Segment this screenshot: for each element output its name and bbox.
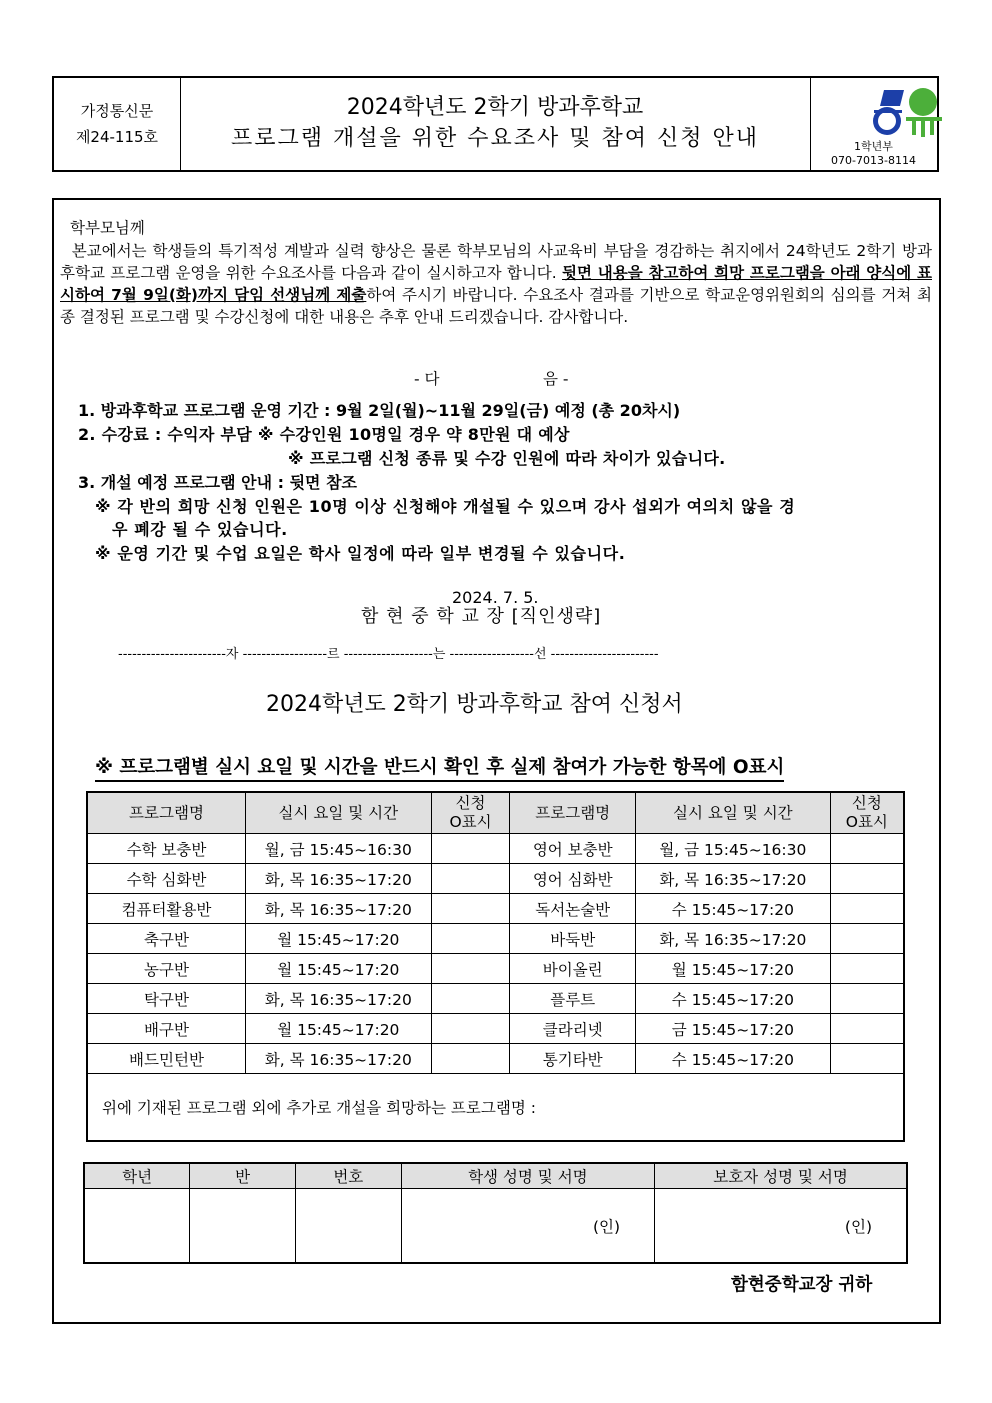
extra-program-row — [87, 1074, 904, 1142]
item-3: 3. 개설 예정 프로그램 안내 : 뒷면 참조 — [78, 473, 357, 492]
program-time: 월 15:45~17:20 — [245, 924, 431, 954]
program-name: 축구반 — [87, 924, 245, 954]
program-name: 바이올린 — [510, 954, 636, 984]
program-name: 탁구반 — [87, 984, 245, 1014]
note-1a: ※ 각 반의 희망 신청 인원은 10명 이상 신청해야 개설될 수 있으며 강사 섭외가 여의치 않을 경 — [95, 497, 796, 516]
para-highlight: 뒷면 내용을 참고하여 희망 프로그램을 아래 양식에 표시하여 7월 9일(화)까지 담임 선생님께 제출 — [60, 264, 932, 304]
apply-cell[interactable] — [830, 1014, 904, 1044]
program-time: 수 15:45~17:20 — [636, 984, 831, 1014]
program-name: 클라리넷 — [510, 1014, 636, 1044]
apply-cell[interactable] — [830, 834, 904, 864]
item-2: 2. 수강료 : 수익자 부담 ※ 수강인원 10명일 경우 약 8만원 대 예상 — [78, 425, 570, 444]
form-title: 2024학년도 2학기 방과후학교 참여 신청서 — [266, 692, 683, 717]
program-time: 화, 목 16:35~17:20 — [245, 1044, 431, 1074]
class-field[interactable] — [190, 1189, 296, 1264]
para-text-1: 본교에서는 학생들의 특기적성 계발과 실력 향상은 물론 학부모님의 사교육비 부담을 경감하는 취지에서 24학년도 2학기 방과후학교 프로그램 운영을 위한 수요조사를 다음과 같이 실시하고자 합니다. — [60, 242, 933, 282]
col-header-time: 실시 요일 및 시간 — [636, 792, 831, 834]
grade-header: 학년 — [84, 1163, 190, 1189]
apply-cell[interactable] — [431, 894, 510, 924]
phone-number: 070-7013-8114 — [831, 154, 916, 167]
program-name: 수학 보충반 — [87, 834, 245, 864]
table-row — [87, 954, 904, 984]
table-row — [87, 1014, 904, 1044]
program-name: 영어 심화반 — [510, 864, 636, 894]
program-name: 농구반 — [87, 954, 245, 984]
program-name: 독서논술반 — [510, 894, 636, 924]
col-header-apply: 신청 O표시 — [830, 792, 904, 834]
apply-cell[interactable] — [830, 1044, 904, 1074]
student-signature-field[interactable]: (인) — [401, 1189, 654, 1264]
table-row — [87, 1044, 904, 1074]
program-name: 배구반 — [87, 1014, 245, 1044]
greeting: 학부모님께 — [70, 219, 145, 237]
col-header-name: 프로그램명 — [87, 792, 245, 834]
apply-cell[interactable] — [830, 864, 904, 894]
program-time: 화, 목 16:35~17:20 — [245, 984, 431, 1014]
signature-input-row — [84, 1189, 907, 1264]
program-time: 월, 금 15:45~16:30 — [245, 834, 431, 864]
addressee: 함현중학교장 귀하 — [731, 1275, 873, 1295]
program-time: 월 15:45~17:20 — [245, 954, 431, 984]
program-name: 배드민턴반 — [87, 1044, 245, 1074]
apply-cell[interactable] — [830, 894, 904, 924]
item-2-note: ※ 프로그램 신청 종류 및 수강 인원에 따라 차이가 있습니다. — [288, 449, 726, 468]
title-line-2: 프로그램 개설을 위한 수요조사 및 참여 신청 안내 — [231, 126, 759, 151]
program-time: 화, 목 16:35~17:20 — [245, 894, 431, 924]
program-name: 바둑반 — [510, 924, 636, 954]
apply-cell[interactable] — [431, 834, 510, 864]
para-text-2: 하여 주시기 바랍니다. 수요조사 결과를 기반으로 학교운영위원회의 심의를 거쳐 최종 결정된 프로그램 및 수강신청에 대한 내용은 추후 안내 드리겠습니다. 감사합니다. — [60, 286, 932, 326]
student-signature-header: 학생 성명 및 서명 — [401, 1163, 654, 1189]
program-name: 플루트 — [510, 984, 636, 1014]
apply-cell[interactable] — [431, 954, 510, 984]
note-1b: 우 폐강 될 수 있습니다. — [112, 520, 288, 539]
school-logo-icon — [870, 84, 946, 140]
letter-paragraph — [60, 240, 932, 328]
program-time: 월 15:45~17:20 — [245, 1014, 431, 1044]
table-row — [87, 864, 904, 894]
col-header-apply: 신청 O표시 — [431, 792, 510, 834]
department: 1학년부 — [854, 140, 893, 153]
signature-table — [83, 1162, 908, 1264]
document-header — [52, 76, 939, 172]
principal-name: 함 현 중 학 교 장 [직인생략] — [361, 606, 602, 627]
col-header-time: 실시 요일 및 시간 — [245, 792, 431, 834]
table-row — [87, 984, 904, 1014]
cut-line: -----------------------자 ------------------르 -------------------는 ------------------선 ----------------------- — [118, 647, 659, 662]
program-name: 영어 보충반 — [510, 834, 636, 864]
program-time: 수 15:45~17:20 — [636, 894, 831, 924]
table-row — [87, 894, 904, 924]
program-time: 화, 목 16:35~17:20 — [636, 864, 831, 894]
apply-cell[interactable] — [431, 864, 510, 894]
doc-title — [180, 78, 811, 170]
school-logo-block — [810, 78, 937, 170]
apply-cell[interactable] — [431, 984, 510, 1014]
table-row — [87, 924, 904, 954]
program-name: 수학 심화반 — [87, 864, 245, 894]
program-time: 월, 금 15:45~16:30 — [636, 834, 831, 864]
apply-cell[interactable] — [431, 1014, 510, 1044]
form-instruction: ※ 프로그램별 실시 요일 및 시간을 반드시 확인 후 실제 참여가 가능한 항목에 O표시 — [95, 757, 784, 782]
da-eum-left: - 다 — [414, 370, 440, 388]
program-time: 월 15:45~17:20 — [636, 954, 831, 984]
doc-number: 제24-115호 — [75, 128, 159, 146]
apply-cell[interactable] — [830, 984, 904, 1014]
da-eum-right: 음 - — [543, 370, 569, 388]
program-name: 컴퓨터활용반 — [87, 894, 245, 924]
apply-cell[interactable] — [431, 924, 510, 954]
doc-info — [54, 78, 181, 170]
table-header-row — [87, 792, 904, 834]
col-header-name: 프로그램명 — [510, 792, 636, 834]
doc-type: 가정통신문 — [80, 102, 154, 120]
item-1: 1. 방과후학교 프로그램 운영 기간 : 9월 2일(월)~11월 29일(금) 예정 (총 20차시) — [78, 401, 681, 420]
signature-header-row — [84, 1163, 907, 1189]
program-name: 통기타반 — [510, 1044, 636, 1074]
apply-cell[interactable] — [830, 924, 904, 954]
guardian-signature-field[interactable]: (인) — [655, 1189, 907, 1264]
note-2: ※ 운영 기간 및 수업 요일은 학사 일정에 따라 일부 변경될 수 있습니다. — [95, 544, 626, 563]
apply-cell[interactable] — [830, 954, 904, 984]
issue-date: 2024. 7. 5. — [452, 588, 539, 607]
number-field[interactable] — [295, 1189, 401, 1264]
program-table — [86, 791, 905, 1142]
title-line-1: 2024학년도 2학기 방과후학교 — [346, 95, 644, 120]
extra-program-field[interactable]: 위에 기재된 프로그램 외에 추가로 개설을 희망하는 프로그램명 : — [87, 1074, 904, 1142]
program-time: 화, 목 16:35~17:20 — [245, 864, 431, 894]
program-time: 금 15:45~17:20 — [636, 1014, 831, 1044]
table-row — [87, 834, 904, 864]
program-time: 화, 목 16:35~17:20 — [636, 924, 831, 954]
guardian-signature-header: 보호자 성명 및 서명 — [655, 1163, 907, 1189]
number-header: 번호 — [295, 1163, 401, 1189]
program-time: 수 15:45~17:20 — [636, 1044, 831, 1074]
class-header: 반 — [190, 1163, 296, 1189]
apply-cell[interactable] — [431, 1044, 510, 1074]
grade-field[interactable] — [84, 1189, 190, 1264]
